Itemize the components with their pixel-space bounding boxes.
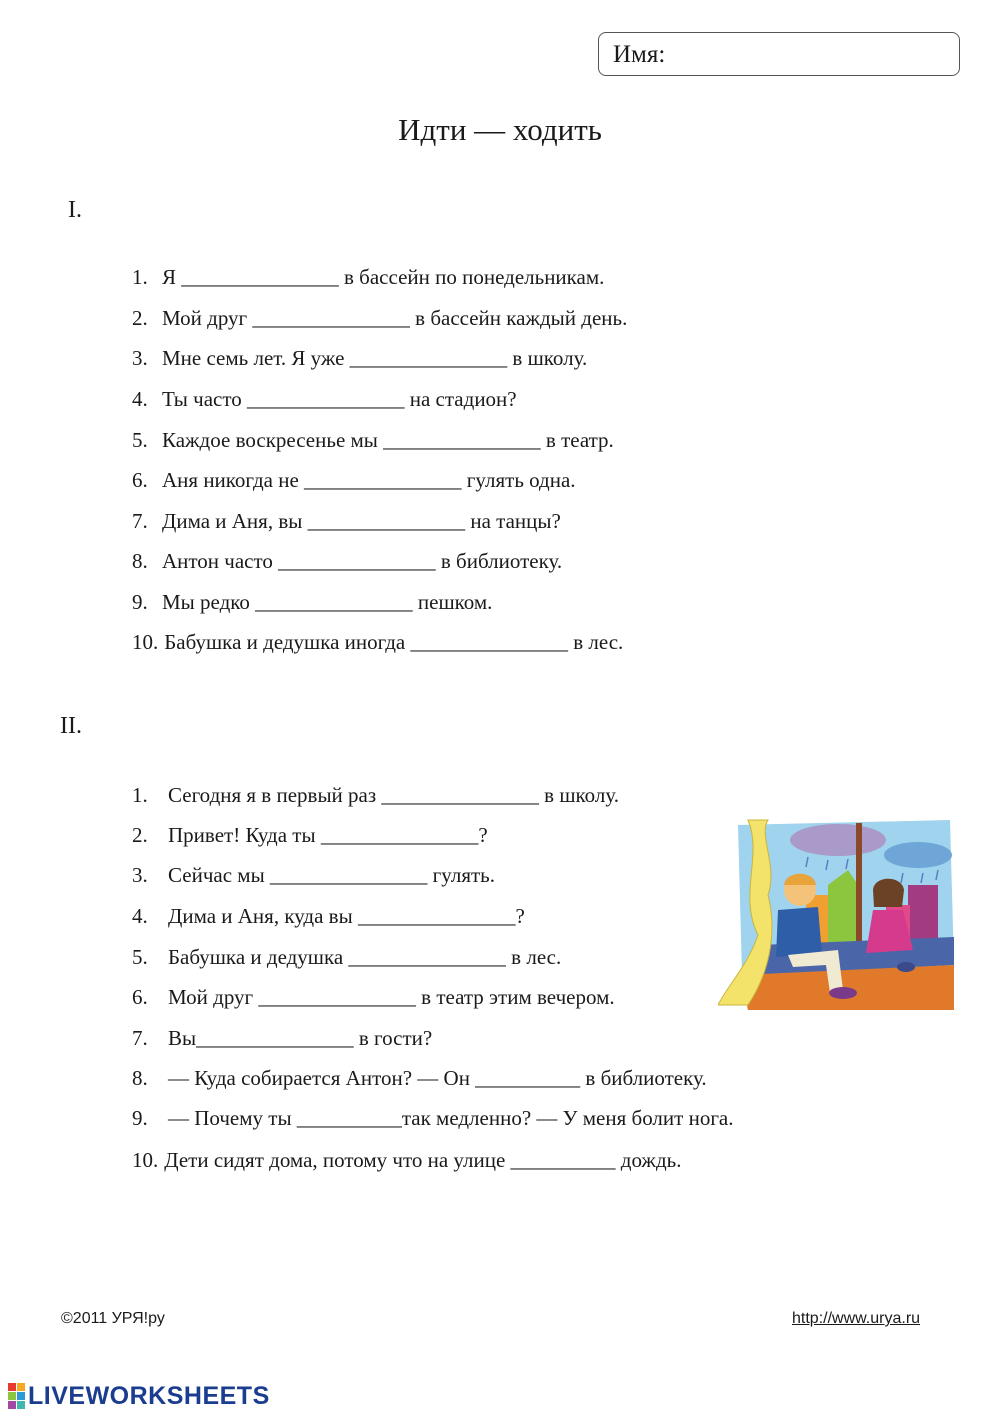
item-number: 9. — [132, 590, 148, 614]
item-text: Я _______________ в бассейн по понедельникам. — [162, 265, 605, 289]
item-number: 10. — [132, 630, 159, 654]
item-text: Сегодня я в первый раз _______________ в школу. — [168, 783, 619, 807]
logo-text: LIVEWORKSHEETS — [28, 1381, 270, 1410]
item-number: 8. — [132, 549, 148, 573]
name-label: Имя: — [613, 41, 666, 68]
list-item[interactable] — [132, 1026, 432, 1051]
list-item[interactable] — [132, 945, 561, 970]
page-title: Идти — ходить — [398, 112, 602, 147]
item-number: 1. — [132, 265, 148, 289]
list-item[interactable] — [132, 468, 576, 493]
item-text: Сейчас мы _______________ гулять. — [168, 863, 496, 887]
item-text: Мы редко _______________ пешком. — [162, 590, 493, 614]
item-number: 7. — [132, 1026, 148, 1050]
item-number: 7. — [132, 509, 148, 533]
name-field[interactable] — [598, 32, 960, 76]
item-text: Дети сидят дома, потому что на улице __________ дождь. — [164, 1148, 682, 1172]
item-text: Бабушка и дедушка _______________ в лес. — [168, 945, 562, 969]
list-item[interactable] — [132, 1148, 681, 1173]
item-number: 2. — [132, 823, 148, 847]
liveworksheets-logo[interactable] — [8, 1381, 270, 1411]
item-text: Дима и Аня, вы _______________ на танцы? — [162, 509, 561, 533]
logo-grid-icon — [8, 1383, 25, 1409]
section-2-label: II. — [60, 713, 82, 739]
list-item[interactable] — [132, 1106, 734, 1131]
item-number: 1. — [132, 783, 148, 807]
item-number: 6. — [132, 985, 148, 1009]
list-item[interactable] — [132, 549, 562, 574]
list-item[interactable] — [132, 590, 492, 615]
item-number: 4. — [132, 904, 148, 928]
item-number: 8. — [132, 1066, 148, 1090]
list-item[interactable] — [132, 863, 495, 888]
item-text: Привет! Куда ты _______________? — [168, 823, 488, 847]
item-number: 3. — [132, 346, 148, 370]
item-number: 5. — [132, 945, 148, 969]
list-item[interactable] — [132, 428, 614, 453]
item-text: Мой друг _______________ в театр этим вечером. — [168, 985, 615, 1009]
item-text: Мне семь лет. Я уже _______________ в школу. — [162, 346, 588, 370]
list-item[interactable] — [132, 265, 604, 290]
item-text: Аня никогда не _______________ гулять одна. — [162, 468, 576, 492]
copyright-text: ©2011 УРЯ!ру — [61, 1310, 165, 1327]
list-item[interactable] — [132, 630, 623, 655]
item-number: 3. — [132, 863, 148, 887]
item-number: 5. — [132, 428, 148, 452]
list-item[interactable] — [132, 387, 517, 412]
children-window-illustration — [718, 815, 956, 1010]
item-text: Антон часто _______________ в библиотеку. — [162, 549, 563, 573]
item-text: Дима и Аня, куда вы _______________? — [168, 904, 525, 928]
item-number: 4. — [132, 387, 148, 411]
list-item[interactable] — [132, 823, 488, 848]
list-item[interactable] — [132, 509, 561, 534]
list-item[interactable] — [132, 985, 615, 1010]
item-text: Бабушка и дедушка иногда _______________ в лес. — [164, 630, 624, 654]
item-number: 9. — [132, 1106, 148, 1130]
item-text: Вы_______________ в гости? — [168, 1026, 433, 1050]
list-item[interactable] — [132, 346, 587, 371]
item-text: Каждое воскресенье мы _______________ в театр. — [162, 428, 614, 452]
item-text: Мой друг _______________ в бассейн каждый день. — [162, 306, 628, 330]
item-number: 2. — [132, 306, 148, 330]
item-number: 6. — [132, 468, 148, 492]
item-text: — Куда собирается Антон? — Он __________ в библиотеку. — [168, 1066, 707, 1090]
item-number: 10. — [132, 1148, 159, 1172]
list-item[interactable] — [132, 904, 525, 929]
list-item[interactable] — [132, 306, 627, 331]
list-item[interactable] — [132, 783, 619, 808]
website-link[interactable]: http://www.urya.ru — [792, 1310, 921, 1327]
section-1-label: I. — [68, 197, 82, 223]
list-item[interactable] — [132, 1066, 707, 1091]
item-text: — Почему ты __________так медленно? — У меня болит нога. — [168, 1106, 734, 1130]
item-text: Ты часто _______________ на стадион? — [162, 387, 517, 411]
